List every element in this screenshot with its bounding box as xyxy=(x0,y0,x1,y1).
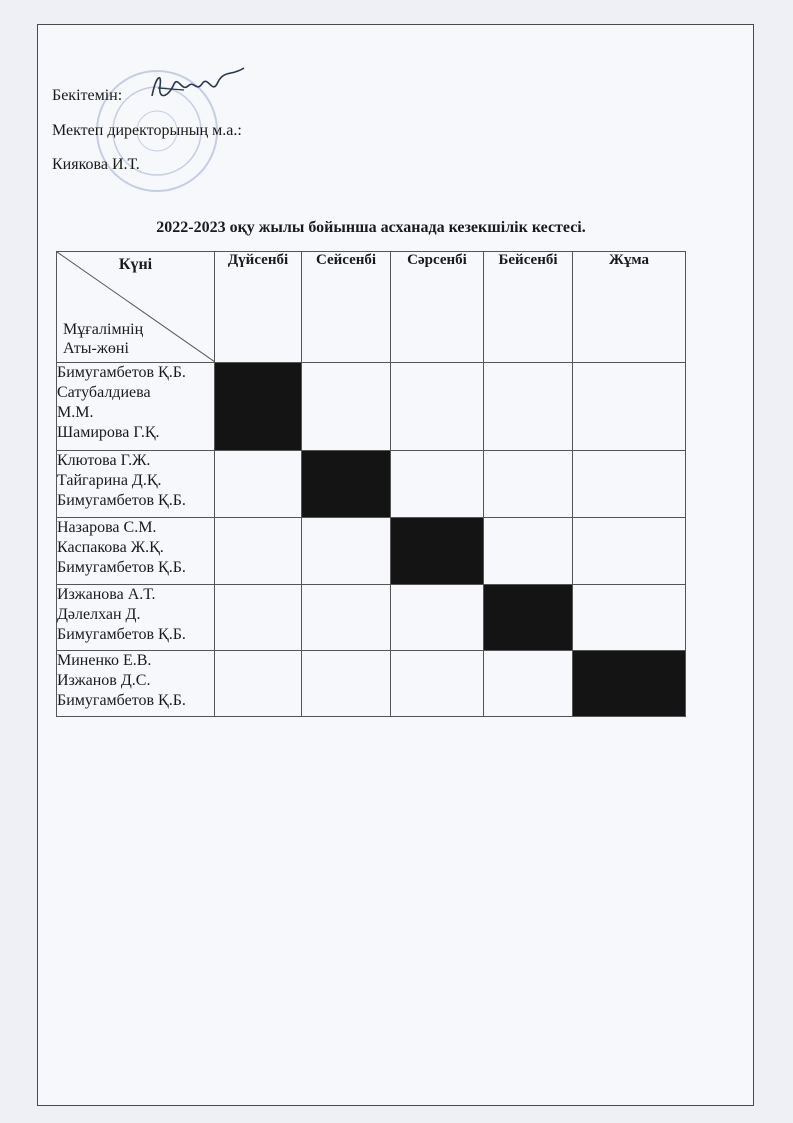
table-row xyxy=(57,518,686,585)
day-header: Дүйсенбі xyxy=(215,252,302,363)
duty-schedule-table xyxy=(56,251,686,717)
table-row xyxy=(57,585,686,651)
duty-cell xyxy=(302,651,391,717)
duty-cell xyxy=(215,363,302,451)
teacher-name: Клютова Г.Ж. xyxy=(57,452,151,469)
duty-cell xyxy=(302,518,391,585)
director-name: Киякова И.Т. xyxy=(52,156,140,173)
teacher-name: Бимугамбетов Қ.Б. xyxy=(57,626,186,643)
teacher-names-cell xyxy=(57,363,215,451)
teacher-name: Каспакова Ж.Қ. xyxy=(57,539,164,556)
corner-teacher-line2: Аты-жөні xyxy=(63,340,129,357)
duty-cell xyxy=(391,585,484,651)
teacher-name: Бимугамбетов Қ.Б. xyxy=(57,692,186,709)
duty-cell xyxy=(302,363,391,451)
corner-day-label: Күні xyxy=(118,256,153,273)
duty-cell xyxy=(215,651,302,717)
duty-cell xyxy=(391,363,484,451)
duty-cell xyxy=(391,518,484,585)
corner-header-cell xyxy=(57,252,215,363)
teacher-name: Изжанова А.Т. xyxy=(57,586,156,603)
duty-cell xyxy=(391,451,484,518)
teacher-name: Тайгарина Д.Қ. xyxy=(57,472,162,489)
corner-teacher-line1: Мұғалімнің xyxy=(63,321,144,338)
document-title: 2022-2023 оқу жылы бойынша асханада кезекшілік кестесі. xyxy=(156,219,586,236)
teacher-name: Дәлелхан Д. xyxy=(57,606,141,623)
teacher-name: Изжанов Д.С. xyxy=(57,672,151,689)
teacher-name: Бимугамбетов Қ.Б. xyxy=(57,492,186,509)
teacher-name: Бимугамбетов Қ.Б. xyxy=(57,364,186,381)
day-header: Жұма xyxy=(573,252,686,363)
duty-cell xyxy=(573,363,686,451)
teacher-name: Шамирова Г.Қ. xyxy=(57,424,160,441)
duty-cell xyxy=(484,363,573,451)
duty-cell xyxy=(391,651,484,717)
teacher-names-cell xyxy=(57,518,215,585)
director-position: Мектеп директорының м.а.: xyxy=(52,121,242,139)
duty-cell xyxy=(484,651,573,717)
duty-cell xyxy=(215,585,302,651)
duty-cell xyxy=(215,451,302,518)
duty-cell xyxy=(573,585,686,651)
table-row xyxy=(57,651,686,717)
duty-cell xyxy=(302,451,391,518)
teacher-names-cell xyxy=(57,651,215,717)
day-header: Сейсенбі xyxy=(302,252,391,363)
header-row xyxy=(57,252,686,363)
day-header: Бейсенбі xyxy=(484,252,573,363)
director-signature xyxy=(148,66,248,106)
duty-cell xyxy=(573,518,686,585)
teacher-name: Сатубалдиева xyxy=(57,384,151,401)
duty-cell xyxy=(573,451,686,518)
duty-cell xyxy=(484,518,573,585)
duty-cell xyxy=(484,451,573,518)
duty-cell xyxy=(215,518,302,585)
teacher-names-cell xyxy=(57,451,215,518)
teacher-name: Назарова С.М. xyxy=(57,519,157,536)
day-header: Сәрсенбі xyxy=(391,252,484,363)
approval-label: Бекітемін: xyxy=(52,87,123,104)
teacher-name: Миненко Е.В. xyxy=(57,652,152,669)
teacher-name: Бимугамбетов Қ.Б. xyxy=(57,559,186,576)
teacher-name: М.М. xyxy=(57,404,94,421)
corner-teacher-label xyxy=(63,320,143,358)
table-row xyxy=(57,451,686,518)
duty-cell xyxy=(573,651,686,717)
table-row xyxy=(57,363,686,451)
teacher-names-cell xyxy=(57,585,215,651)
duty-cell xyxy=(484,585,573,651)
duty-cell xyxy=(302,585,391,651)
